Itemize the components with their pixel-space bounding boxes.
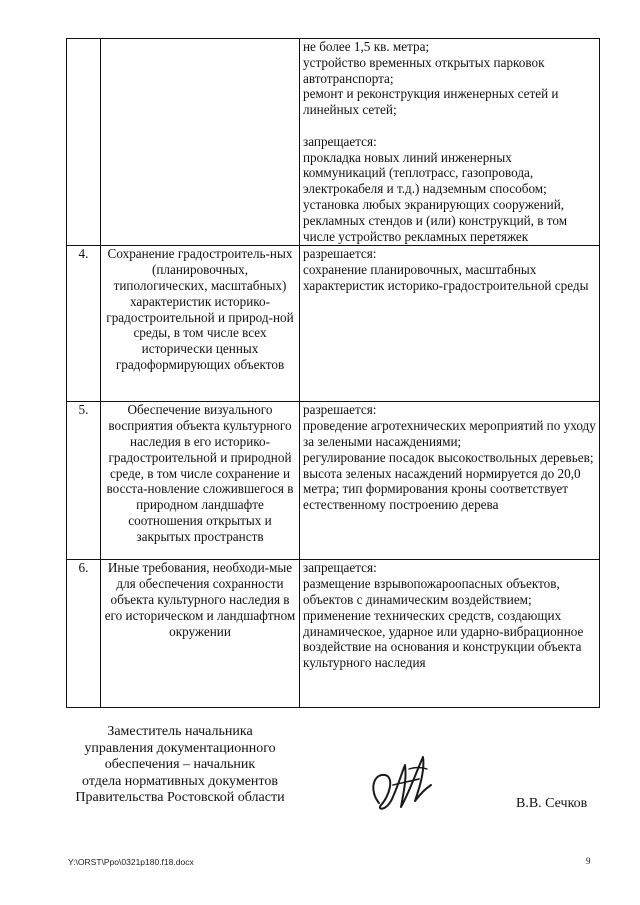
- signer-position-line: отдела нормативных документов: [82, 773, 278, 789]
- row-content: [300, 402, 600, 560]
- signer-position-line: обеспечения – начальник: [104, 757, 256, 772]
- content-line: [303, 118, 596, 134]
- row-content: [300, 560, 600, 708]
- signer-position: [60, 724, 300, 807]
- requirements-table: [66, 38, 600, 708]
- row-label: Сохранение градостроитель-ных (планировочных, типологических, масштабных) характеристик историко-градостроительной и природ-ной среды, в том числе всех исторически ценных градоформирующих объектов: [101, 246, 300, 402]
- content-line: разрешается:: [303, 246, 377, 262]
- content-line: установка любых экранирующих сооружений, рекламных стендов и (или) конструкций, в том числе устройство рекламных перетяжек: [303, 196, 568, 244]
- file-path: Y:\ORST\Ppo\0321p180.f18.docx: [68, 857, 194, 867]
- table-row: [67, 402, 600, 560]
- row-content: [300, 39, 600, 246]
- signer-position-line: управления документационного: [84, 740, 276, 756]
- table-row: [67, 39, 600, 246]
- content-line: регулирование посадок высокоствольных деревьев; высота зеленых насаждений нормируется до 20,0 метра; тип формирования кроны соответствует естественному построению дерева: [303, 449, 594, 513]
- table-row: [67, 560, 600, 708]
- content-line: ремонт и реконструкция инженерных сетей и линейных сетей;: [303, 86, 559, 118]
- signer-position-line: Заместитель начальника: [107, 724, 253, 739]
- content-line: применение технических средств, создающих динамическое, ударное или ударно-вибрационное воздействие на основания и конструкции объекта культурного наследия: [303, 607, 584, 671]
- signer-position-line: Правительства Ростовской области: [75, 790, 285, 805]
- content-line: прокладка новых линий инженерных коммуникаций (теплотрасс, газопровода, электрокабеля и т.д.) надземным способом;: [303, 149, 547, 197]
- content-line: устройство временных открытых парковок автотранспорта;: [303, 54, 545, 86]
- row-content: [300, 246, 600, 402]
- row-number: [67, 39, 101, 246]
- row-number: 5.: [67, 402, 101, 560]
- row-label: [101, 39, 300, 246]
- content-line: проведение агротехнических мероприятий по уходу за зелеными насаждениями;: [303, 418, 596, 449]
- page-number: 9: [586, 856, 591, 866]
- content-line: запрещается:: [303, 133, 377, 149]
- row-number: 6.: [67, 560, 101, 708]
- content-line: запрещается:: [303, 560, 377, 576]
- content-line: разрешается:: [303, 402, 377, 418]
- table-row: [67, 246, 600, 402]
- row-number: 4.: [67, 246, 101, 402]
- row-label: Иные требования, необходи-мые для обеспечения сохранности объекта культурного наследия в его историческом и ландшафтном окружении: [101, 560, 300, 708]
- row-label: Обеспечение визуального восприятия объекта культурного наследия в его историко-градостроительной и природной среде, в том числе сохранение и восста-новление сложившегося в природном ландшафте соотношения открытых и закрытых пространств: [101, 402, 300, 560]
- signer-name: В.В. Сечков: [516, 796, 588, 811]
- content-line: сохранение планировочных, масштабных характеристик историко-градостроительной среды: [303, 262, 589, 293]
- content-line: не более 1,5 кв. метра;: [303, 39, 430, 54]
- content-line: размещение взрывопожароопасных объектов, объектов с динамическим воздействием;: [303, 576, 560, 607]
- handwritten-signature-icon: [365, 745, 440, 820]
